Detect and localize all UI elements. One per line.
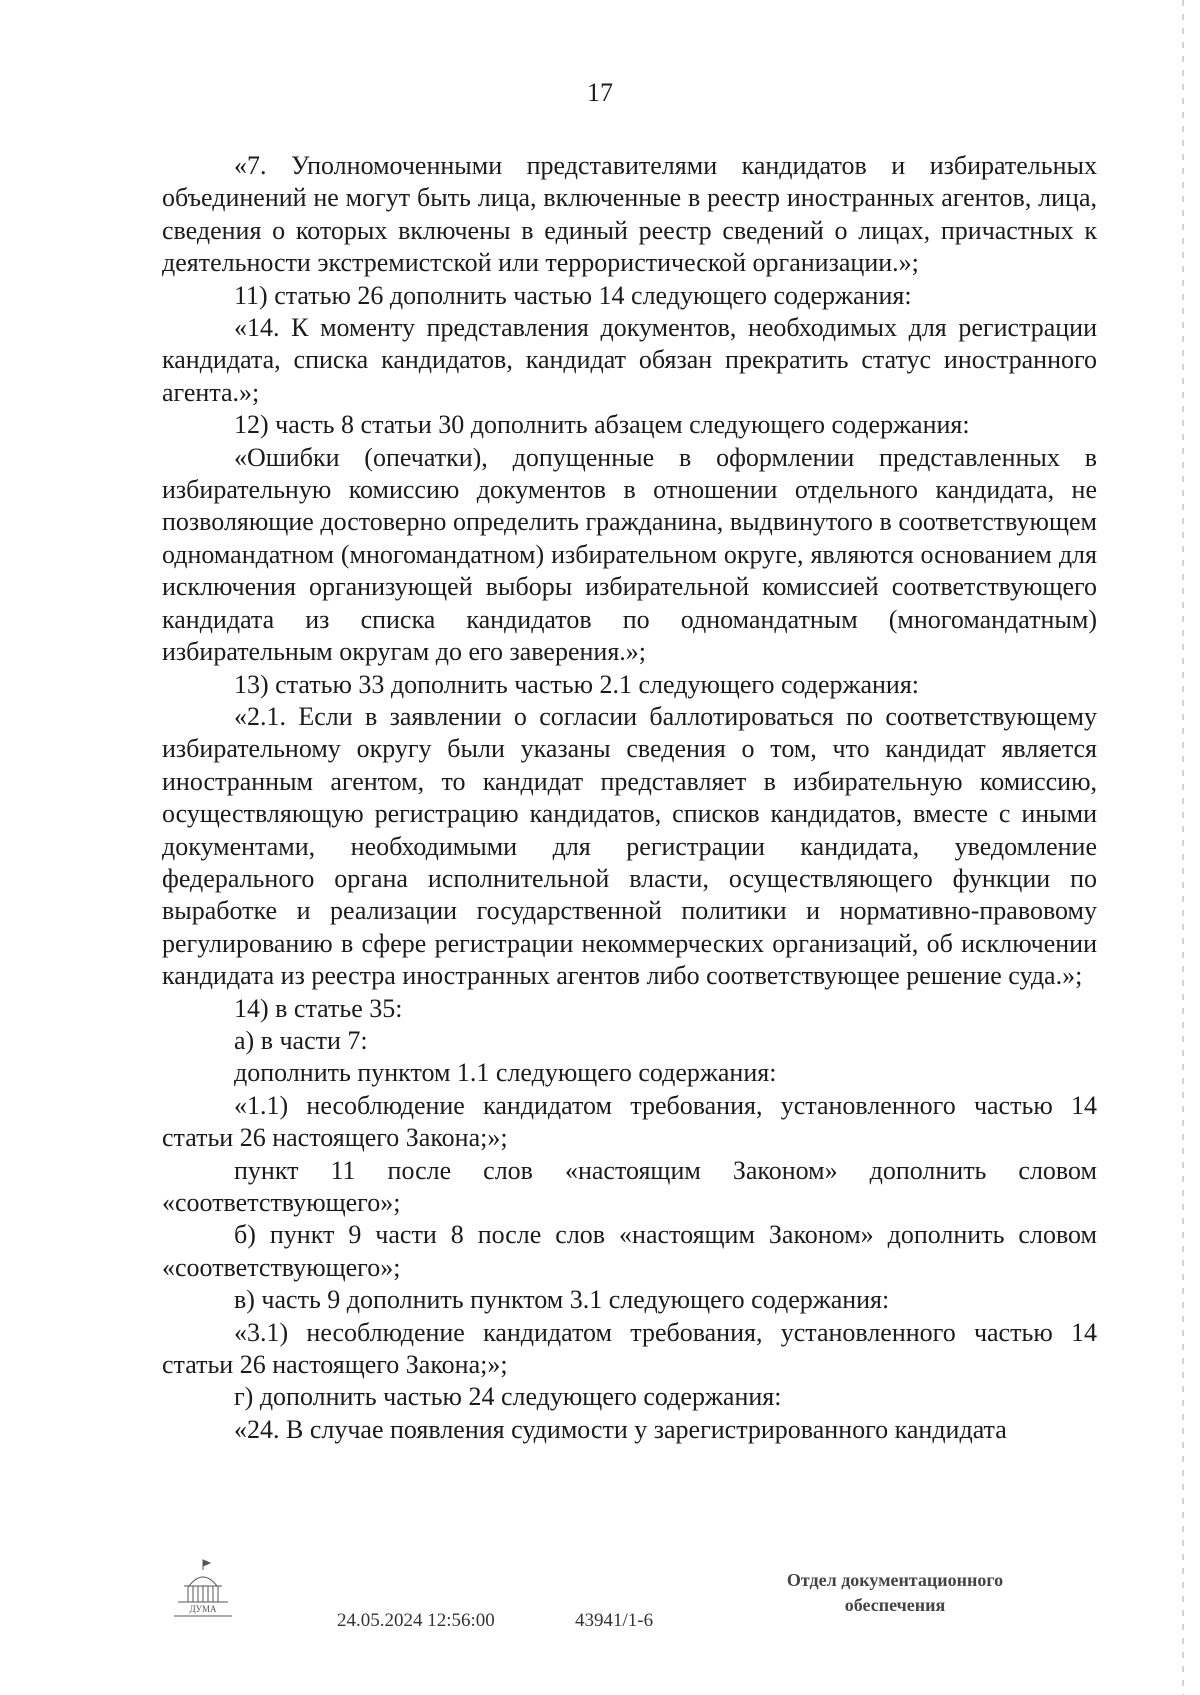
- department-line-1: Отдел документационного: [786, 1570, 1004, 1590]
- paragraph-point-11: пункт 11 после слов «настоящим Законом» дополнить словом «соответствующего»;: [162, 1155, 1097, 1217]
- paragraph-part-2-1: «2.1. Если в заявлении о согласии баллотироваться по соответствующему избирательному округу были указаны сведения о том, что кандидат является иностранным агентом, то кандидат представляет в избирательную комиссию, осуществляющую регистрацию кандидатов, списков кандидатов, вместе с иными документами, необходимыми для регистрации кандидата, уведомление федерального органа исполнительной власти, осуществляющего функции по выработке и реализации государственной политики и нормативно-правовому регулированию в сфере регистрации некоммерческих организаций, об исключении кандидата из реестра иностранных агентов либо соответствующее решение суда.»;: [162, 701, 1097, 991]
- paragraph-add-point-1-1: дополнить пунктом 1.1 следующего содержания:: [234, 1058, 777, 1088]
- paragraph-item-13: 13) статью 33 дополнить частью 2.1 следующего содержания:: [234, 669, 920, 699]
- paragraph-part-24: «24. В случае появления судимости у зарегистрированного кандидата: [234, 1414, 1007, 1444]
- page-number: 17: [587, 78, 613, 107]
- paragraph-item-14: 14) в статье 35:: [234, 993, 403, 1023]
- footer-department-stamp: [740, 1568, 1050, 1618]
- paragraph-item-11: 11) статью 26 дополнить частью 14 следующего содержания:: [234, 280, 912, 310]
- paragraph-subitem-v: в) часть 9 дополнить пунктом 3.1 следующего содержания:: [234, 1285, 890, 1315]
- paragraph-errors: «Ошибки (опечатки), допущенные в оформлении представленных в избирательную комиссию документов в отношении отдельного кандидата, не позволяющие достоверно определить гражданина, выдвинутого в соответствующем одномандатном (многомандатном) избирательном округе, являются основанием для исключения организующей выборы избирательной комиссией соответствующего кандидата из списка кандидатов по одномандатным (многомандатным) избирательным округам до его заверения.»;: [162, 442, 1097, 667]
- duma-building-icon: [170, 1558, 236, 1620]
- scan-edge-marks: [1182, 0, 1184, 1695]
- paragraph-7-representatives: «7. Уполномоченными представителями кандидатов и избирательных объединений не могут быть лица, включенные в реестр иностранных агентов, лица, сведения о которых включены в единый реестр сведений о лицах, причастных к деятельности экстремистской или террористической организации.»;: [162, 151, 1097, 278]
- paragraph-subitem-a: а) в части 7:: [234, 1025, 368, 1055]
- logo-text: ДУМА: [189, 1604, 217, 1614]
- paragraph-point-3-1: «3.1) несоблюдение кандидатом требования, установленного частью 14 статьи 26 настоящего Закона;»;: [162, 1317, 1097, 1380]
- footer-date: 24.05.2024 12:56:00: [337, 1610, 495, 1631]
- paragraph-part-14: «14. К моменту представления документов, необходимых для регистрации кандидата, списка кандидатов, кандидат обязан прекратить статус иностранного агента.»;: [162, 313, 1097, 407]
- department-line-2: обеспечения: [844, 1595, 946, 1615]
- paragraph-point-1-1: «1.1) несоблюдение кандидатом требования, установленного частью 14 статьи 26 настоящего Закона;»;: [162, 1090, 1097, 1153]
- footer-registration-number: 43941/1-6: [575, 1610, 654, 1631]
- paragraph-subitem-g: г) дополнить частью 24 следующего содержания:: [234, 1382, 782, 1412]
- paragraph-item-12: 12) часть 8 статьи 30 дополнить абзацем следующего содержания:: [234, 410, 970, 440]
- paragraph-subitem-b: б) пункт 9 части 8 после слов «настоящим Законом» дополнить словом «соответствующего»;: [162, 1220, 1097, 1282]
- document-body: [162, 150, 1097, 1446]
